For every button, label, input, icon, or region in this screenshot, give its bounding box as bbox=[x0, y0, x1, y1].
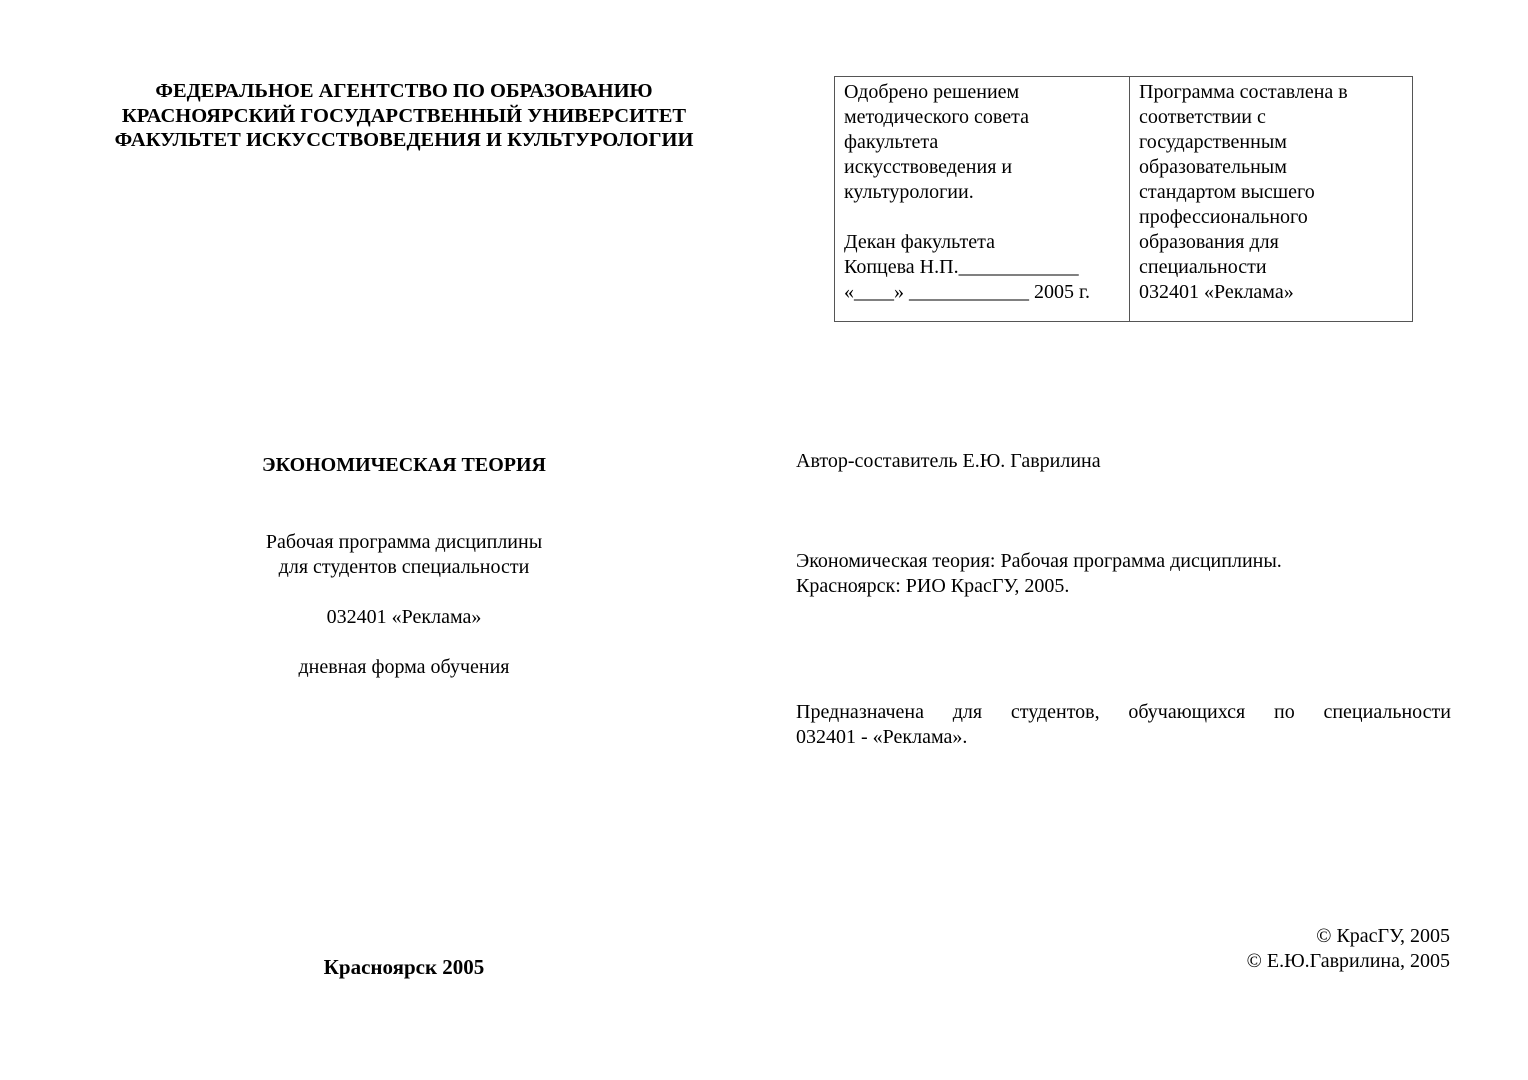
approval-left-line: Декан факультета bbox=[844, 231, 995, 253]
specialty-code: 032401 «Реклама» bbox=[326, 606, 482, 628]
approval-right-line: государственным bbox=[1139, 131, 1287, 153]
approval-left-line: искусствоведения и bbox=[844, 156, 1013, 178]
approval-right-line: специальности bbox=[1139, 256, 1267, 278]
purpose-line: Предназначена для студентов, обучающихся по специальности bbox=[796, 701, 1451, 723]
approval-left-line: факультета bbox=[844, 131, 939, 153]
approval-right-line: Программа составлена в bbox=[1139, 81, 1348, 103]
approval-right-line: стандартом высшего bbox=[1139, 181, 1315, 203]
approval-left-line bbox=[844, 205, 1129, 230]
approval-right-line: соответствии с bbox=[1139, 106, 1266, 128]
approval-right-line: образования для bbox=[1139, 231, 1279, 253]
copyright-line: © Е.Ю.Гаврилина, 2005 bbox=[1246, 950, 1450, 972]
subtitle-block bbox=[160, 530, 648, 580]
purpose-line: 032401 - «Реклама». bbox=[796, 726, 968, 748]
subtitle-line: для студентов специальности bbox=[278, 556, 530, 578]
citation-line: Красноярск: РИО КрасГУ, 2005. bbox=[796, 575, 1070, 597]
approval-right-line: 032401 «Реклама» bbox=[1139, 281, 1294, 303]
header-university: КРАСНОЯРСКИЙ ГОСУДАРСТВЕННЫЙ УНИВЕРСИТЕТ bbox=[121, 104, 687, 127]
author-line: Автор-составитель Е.Ю. Гаврилина bbox=[796, 450, 1101, 472]
document-title: ЭКОНОМИЧЕСКАЯ ТЕОРИЯ bbox=[262, 454, 546, 476]
subtitle-line: Рабочая программа дисциплины bbox=[265, 531, 543, 553]
copyright-line: © КрасГУ, 2005 bbox=[1316, 925, 1450, 947]
header-agency: ФЕДЕРАЛЬНОЕ АГЕНТСТВО ПО ОБРАЗОВАНИЮ bbox=[155, 80, 653, 102]
approval-right-line: образовательным bbox=[1139, 156, 1287, 178]
approval-left-line: Одобрено решением bbox=[844, 81, 1020, 103]
approval-left-line: методического совета bbox=[844, 106, 1029, 128]
copyright-block bbox=[1247, 924, 1450, 974]
approval-left-line: «____» ____________ 2005 г. bbox=[844, 281, 1090, 303]
approval-cell-left bbox=[835, 77, 1130, 321]
approval-left-line: культурологии. bbox=[844, 181, 974, 203]
approval-cell-right bbox=[1130, 77, 1412, 321]
citation-line: Экономическая теория: Рабочая программа дисциплины. bbox=[796, 550, 1282, 572]
header-faculty: ФАКУЛЬТЕТ ИСКУССТВОВЕДЕНИЯ И КУЛЬТУРОЛОГИИ bbox=[114, 129, 694, 151]
approval-left-line: Копцева Н.П.____________ bbox=[844, 256, 1079, 278]
approval-table bbox=[834, 76, 1413, 322]
institution-header bbox=[60, 79, 748, 153]
study-form: дневная форма обучения bbox=[298, 656, 510, 678]
purpose-block bbox=[796, 700, 1451, 750]
citation-block bbox=[796, 549, 1451, 599]
approval-right-line: профессионального bbox=[1139, 206, 1308, 228]
city-year: Красноярск 2005 bbox=[323, 955, 485, 979]
